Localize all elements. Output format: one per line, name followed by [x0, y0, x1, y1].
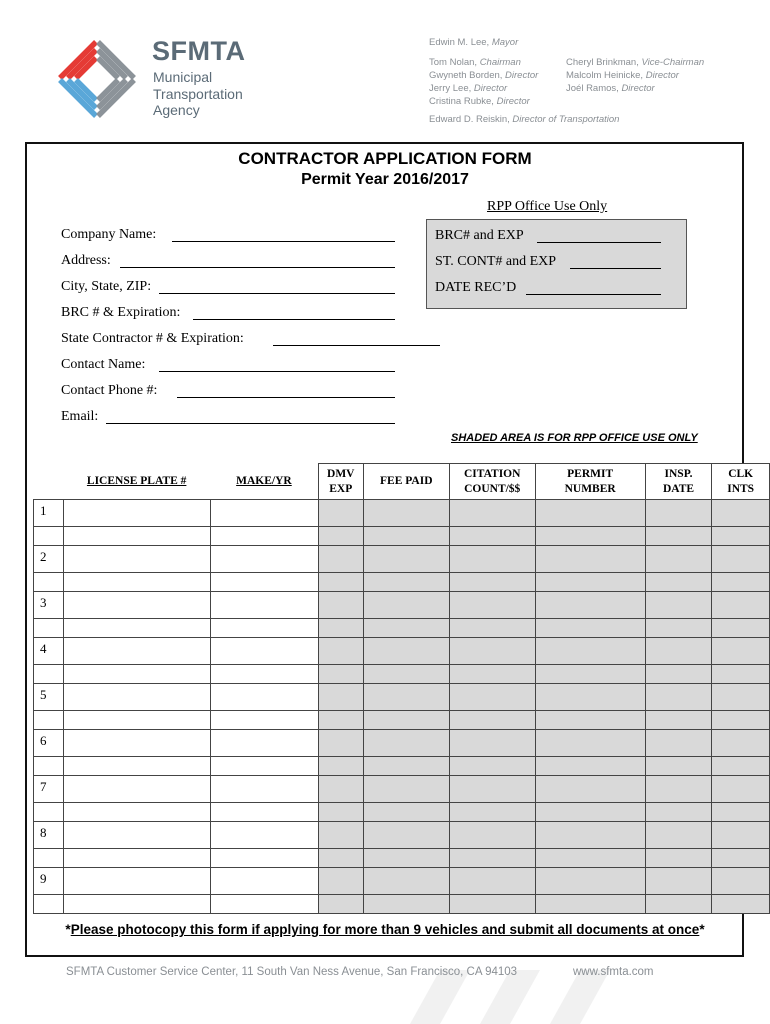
table-cell[interactable] — [318, 573, 363, 592]
form-title: CONTRACTOR APPLICATION FORM — [238, 149, 532, 168]
table-cell[interactable] — [63, 684, 210, 711]
field-label-brc: BRC # & Expiration: — [61, 305, 181, 320]
table-cell[interactable] — [318, 822, 363, 849]
brand-name: SFMTA — [152, 36, 246, 66]
official-name: Joél Ramos, — [566, 83, 622, 94]
table-cell[interactable] — [645, 711, 712, 730]
row-number — [34, 895, 64, 914]
official-title: Chairman — [479, 57, 521, 68]
table-cell[interactable] — [318, 665, 363, 684]
table-cell[interactable] — [210, 638, 318, 665]
table-cell[interactable] — [449, 895, 535, 914]
table-cell[interactable] — [645, 822, 712, 849]
board-member — [566, 69, 704, 82]
table-cell[interactable] — [712, 776, 770, 803]
table-cell[interactable] — [712, 849, 770, 868]
table-cell[interactable] — [712, 573, 770, 592]
table-row — [34, 895, 770, 914]
company-name-line[interactable] — [172, 241, 395, 242]
table-row — [34, 730, 770, 757]
table-cell[interactable] — [535, 527, 645, 546]
table-cell[interactable] — [318, 619, 363, 638]
mayor-line — [429, 37, 518, 48]
table-cell[interactable] — [535, 868, 645, 895]
table-cell[interactable] — [318, 684, 363, 711]
table-row — [34, 573, 770, 592]
table-row — [34, 849, 770, 868]
table-cell[interactable] — [535, 757, 645, 776]
brand-line: Agency — [153, 102, 200, 118]
table-cell[interactable] — [318, 776, 363, 803]
official-title: Director — [473, 83, 508, 94]
official-name: Cheryl Brinkman, — [566, 57, 642, 68]
table-cell[interactable] — [712, 638, 770, 665]
row-number: 2 — [34, 546, 64, 573]
office-field-line[interactable] — [526, 294, 661, 295]
row-number — [34, 711, 64, 730]
table-cell[interactable] — [712, 868, 770, 895]
table-row — [34, 803, 770, 822]
table-cell[interactable] — [318, 546, 363, 573]
table-cell[interactable] — [535, 711, 645, 730]
table-cell[interactable] — [363, 730, 449, 757]
board-member — [429, 56, 538, 69]
official-title: Director — [496, 96, 530, 107]
table-cell[interactable] — [210, 757, 318, 776]
row-number: 7 — [34, 776, 64, 803]
table-row — [34, 592, 770, 619]
official-title: Director — [645, 70, 679, 81]
table-cell[interactable] — [645, 895, 712, 914]
official-title: Mayor — [491, 37, 519, 48]
field-label-city: City, State, ZIP: — [61, 279, 152, 294]
table-cell[interactable] — [363, 895, 449, 914]
table-cell[interactable] — [645, 665, 712, 684]
table-cell[interactable] — [210, 684, 318, 711]
table-cell[interactable] — [210, 895, 318, 914]
table-row — [34, 500, 770, 527]
state-contractor-line[interactable] — [273, 345, 440, 346]
table-row — [34, 711, 770, 730]
official-name: Gwyneth Borden, — [429, 70, 506, 81]
table-cell[interactable] — [318, 868, 363, 895]
table-cell[interactable] — [63, 849, 210, 868]
table-cell[interactable] — [210, 803, 318, 822]
director-line — [429, 114, 619, 125]
table-cell[interactable] — [645, 619, 712, 638]
table-cell[interactable] — [63, 776, 210, 803]
table-cell[interactable] — [63, 665, 210, 684]
photocopy-note: *Please photocopy this form if applying for more than 9 vehicles and submit all documents at once* — [65, 922, 705, 937]
table-cell[interactable] — [449, 638, 535, 665]
official-title: Director of Transportation — [512, 114, 620, 125]
table-cell[interactable] — [535, 776, 645, 803]
column-header-insp-date: INSP. DATE — [645, 464, 712, 500]
table-cell[interactable] — [318, 711, 363, 730]
table-cell[interactable] — [535, 849, 645, 868]
official-title: Director — [621, 83, 655, 94]
table-cell[interactable] — [63, 592, 210, 619]
board-column-right — [566, 56, 704, 95]
table-cell[interactable] — [63, 822, 210, 849]
table-cell[interactable] — [712, 711, 770, 730]
footer-website-link[interactable]: www.sfmta.com — [573, 966, 654, 978]
table-cell[interactable] — [363, 757, 449, 776]
table-cell[interactable] — [449, 849, 535, 868]
table-cell[interactable] — [535, 803, 645, 822]
table-cell[interactable] — [712, 895, 770, 914]
field-label-state-contractor: State Contractor # & Expiration: — [61, 331, 244, 346]
table-cell[interactable] — [63, 803, 210, 822]
board-member — [566, 56, 704, 69]
table-cell[interactable] — [63, 527, 210, 546]
table-cell[interactable] — [645, 573, 712, 592]
table-cell[interactable] — [535, 895, 645, 914]
table-cell[interactable] — [363, 527, 449, 546]
table-cell[interactable] — [363, 573, 449, 592]
official-name: Jerry Lee, — [429, 83, 474, 94]
table-cell[interactable] — [712, 546, 770, 573]
table-row — [34, 638, 770, 665]
table-cell[interactable] — [210, 592, 318, 619]
table-cell[interactable] — [63, 895, 210, 914]
table-cell[interactable] — [449, 868, 535, 895]
table-cell[interactable] — [712, 500, 770, 527]
table-cell[interactable] — [449, 527, 535, 546]
row-number — [34, 849, 64, 868]
table-cell[interactable] — [535, 546, 645, 573]
field-label-contact-name: Contact Name: — [61, 357, 146, 372]
column-header — [34, 464, 64, 500]
row-number: 6 — [34, 730, 64, 757]
table-cell[interactable] — [63, 868, 210, 895]
vehicle-table — [33, 463, 770, 914]
table-cell[interactable] — [63, 638, 210, 665]
column-header-dmv-exp: DMV EXP — [318, 464, 363, 500]
table-cell[interactable] — [318, 592, 363, 619]
column-header-fee-paid: FEE PAID — [363, 464, 449, 500]
city-state-zip-line[interactable] — [159, 293, 395, 294]
board-member — [429, 69, 538, 82]
table-cell[interactable] — [363, 638, 449, 665]
table-cell[interactable] — [318, 757, 363, 776]
table-cell[interactable] — [210, 546, 318, 573]
official-name: Edward D. Reiskin, — [429, 114, 513, 125]
table-cell[interactable] — [363, 500, 449, 527]
field-label-address: Address: — [61, 253, 111, 268]
row-number: 8 — [34, 822, 64, 849]
row-number — [34, 619, 64, 638]
sfmta-logo-icon — [56, 38, 138, 120]
official-name: Cristina Rubke, — [429, 96, 497, 107]
table-cell[interactable] — [535, 592, 645, 619]
table-row — [34, 546, 770, 573]
table-row — [34, 527, 770, 546]
table-cell[interactable] — [318, 500, 363, 527]
row-number: 9 — [34, 868, 64, 895]
table-cell[interactable] — [318, 638, 363, 665]
table-cell[interactable] — [363, 868, 449, 895]
table-cell[interactable] — [210, 868, 318, 895]
table-row — [34, 619, 770, 638]
table-cell[interactable] — [63, 619, 210, 638]
table-row — [34, 822, 770, 849]
table-cell[interactable] — [449, 546, 535, 573]
official-name: Edwin M. Lee, — [429, 37, 492, 48]
table-cell[interactable] — [449, 665, 535, 684]
table-cell[interactable] — [449, 776, 535, 803]
table-cell[interactable] — [318, 849, 363, 868]
row-number — [34, 573, 64, 592]
brand-subtitle — [153, 69, 243, 119]
table-cell[interactable] — [318, 803, 363, 822]
address-line[interactable] — [120, 267, 395, 268]
table-cell[interactable] — [535, 500, 645, 527]
row-number — [34, 757, 64, 776]
table-cell[interactable] — [645, 776, 712, 803]
table-cell[interactable] — [210, 665, 318, 684]
table-cell[interactable] — [363, 684, 449, 711]
office-field-label: DATE REC’D — [435, 280, 517, 295]
table-cell[interactable] — [712, 619, 770, 638]
table-cell[interactable] — [712, 665, 770, 684]
photocopy-note-text: Please photocopy this form if applying for more than 9 vehicles and submit all documents at once — [70, 922, 700, 937]
contact-phone-line[interactable] — [177, 397, 395, 398]
board-column-left — [429, 56, 538, 108]
office-field-label: ST. CONT# and EXP — [435, 254, 557, 269]
board-member — [566, 82, 704, 95]
table-cell[interactable] — [535, 638, 645, 665]
table-row — [34, 684, 770, 711]
table-cell[interactable] — [63, 757, 210, 776]
table-cell[interactable] — [63, 500, 210, 527]
table-cell[interactable] — [210, 500, 318, 527]
table-cell[interactable] — [712, 684, 770, 711]
table-cell[interactable] — [535, 730, 645, 757]
field-label-company: Company Name: — [61, 227, 157, 242]
table-cell[interactable] — [449, 822, 535, 849]
table-cell[interactable] — [712, 803, 770, 822]
table-cell[interactable] — [712, 822, 770, 849]
official-name: Tom Nolan, — [429, 57, 480, 68]
table-cell[interactable] — [645, 500, 712, 527]
column-header-citation: CITATION COUNT/$$ — [449, 464, 535, 500]
row-number — [34, 527, 64, 546]
table-cell[interactable] — [63, 730, 210, 757]
table-cell[interactable] — [535, 573, 645, 592]
table-cell[interactable] — [645, 684, 712, 711]
table-cell[interactable] — [210, 730, 318, 757]
vehicle-table-body — [34, 500, 770, 914]
table-cell[interactable] — [210, 776, 318, 803]
table-cell[interactable] — [210, 849, 318, 868]
table-cell[interactable] — [363, 822, 449, 849]
table-cell[interactable] — [63, 573, 210, 592]
table-cell[interactable] — [210, 573, 318, 592]
table-cell[interactable] — [645, 592, 712, 619]
board-member — [429, 95, 538, 108]
official-title: Vice-Chairman — [641, 57, 705, 68]
column-header-make-year: MAKE/YR — [210, 464, 318, 500]
table-cell[interactable] — [363, 776, 449, 803]
table-cell[interactable] — [712, 527, 770, 546]
table-cell[interactable] — [645, 527, 712, 546]
office-use-title: RPP Office Use Only — [487, 199, 608, 214]
row-number — [34, 665, 64, 684]
footer-address: SFMTA Customer Service Center, 11 South Van Ness Avenue, San Francisco, CA 94103 — [66, 966, 518, 978]
office-field-label: BRC# and EXP — [435, 228, 524, 243]
column-header-license-plate: LICENSE PLATE # — [63, 464, 210, 500]
table-header-row — [34, 464, 770, 500]
table-cell[interactable] — [645, 803, 712, 822]
brc-expiration-line[interactable] — [193, 319, 395, 320]
table-cell[interactable] — [645, 546, 712, 573]
table-cell[interactable] — [318, 730, 363, 757]
table-cell[interactable] — [712, 730, 770, 757]
table-cell[interactable] — [535, 665, 645, 684]
row-number: 1 — [34, 500, 64, 527]
table-cell[interactable] — [318, 895, 363, 914]
table-cell[interactable] — [318, 527, 363, 546]
table-cell[interactable] — [449, 573, 535, 592]
table-cell[interactable] — [535, 619, 645, 638]
table-row — [34, 757, 770, 776]
brand-line: Municipal — [153, 69, 213, 85]
row-number: 4 — [34, 638, 64, 665]
table-cell[interactable] — [449, 803, 535, 822]
table-cell[interactable] — [210, 527, 318, 546]
table-cell[interactable] — [363, 546, 449, 573]
office-field-line[interactable] — [537, 242, 661, 243]
official-name: Malcolm Heinicke, — [566, 70, 646, 81]
email-line[interactable] — [106, 423, 395, 424]
table-cell[interactable] — [210, 822, 318, 849]
shaded-area-note: SHADED AREA IS FOR RPP OFFICE USE ONLY — [451, 432, 698, 444]
table-cell[interactable] — [645, 849, 712, 868]
table-cell[interactable] — [363, 849, 449, 868]
table-cell[interactable] — [449, 757, 535, 776]
table-cell[interactable] — [712, 757, 770, 776]
table-cell[interactable] — [449, 730, 535, 757]
table-row — [34, 868, 770, 895]
table-cell[interactable] — [363, 803, 449, 822]
table-cell[interactable] — [535, 822, 645, 849]
table-cell[interactable] — [363, 619, 449, 638]
table-cell[interactable] — [210, 619, 318, 638]
row-number: 3 — [34, 592, 64, 619]
official-title: Director — [505, 70, 539, 81]
table-row — [34, 776, 770, 803]
table-cell[interactable] — [363, 665, 449, 684]
column-header-clk-ints: CLK INTS — [712, 464, 770, 500]
table-cell[interactable] — [645, 868, 712, 895]
table-cell[interactable] — [210, 711, 318, 730]
row-number — [34, 803, 64, 822]
table-cell[interactable] — [449, 711, 535, 730]
table-cell[interactable] — [63, 711, 210, 730]
table-cell[interactable] — [363, 711, 449, 730]
table-row — [34, 665, 770, 684]
contact-name-line[interactable] — [159, 371, 395, 372]
table-cell[interactable] — [449, 592, 535, 619]
office-field-line[interactable] — [570, 268, 661, 269]
table-cell[interactable] — [535, 684, 645, 711]
table-cell[interactable] — [645, 757, 712, 776]
row-number: 5 — [34, 684, 64, 711]
brand-line: Transportation — [153, 85, 243, 102]
field-label-contact-phone: Contact Phone #: — [61, 383, 158, 398]
table-cell[interactable] — [449, 619, 535, 638]
form-subtitle: Permit Year 2016/2017 — [301, 171, 469, 188]
table-cell[interactable] — [712, 592, 770, 619]
table-cell[interactable] — [63, 546, 210, 573]
table-cell[interactable] — [363, 592, 449, 619]
table-cell[interactable] — [645, 638, 712, 665]
column-header-permit-number: PERMIT NUMBER — [535, 464, 645, 500]
table-cell[interactable] — [645, 730, 712, 757]
field-label-email: Email: — [61, 409, 99, 424]
table-cell[interactable] — [449, 500, 535, 527]
table-cell[interactable] — [449, 684, 535, 711]
board-member — [429, 82, 538, 95]
